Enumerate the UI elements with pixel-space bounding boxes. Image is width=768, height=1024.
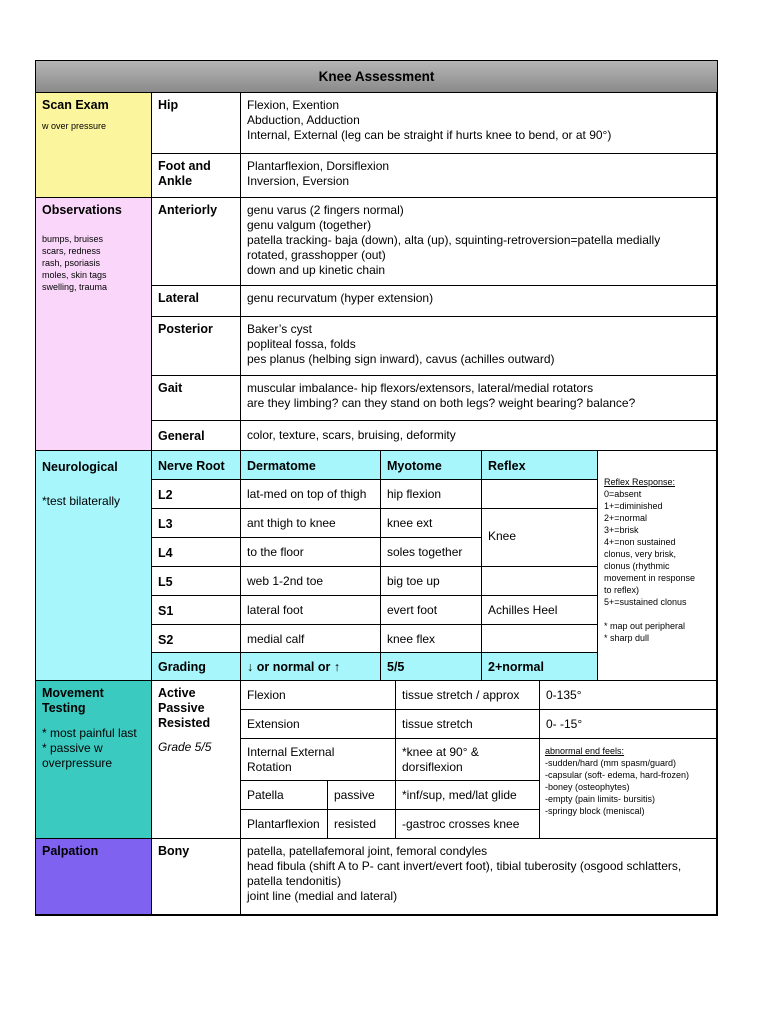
reflex-response-text: 0=absent 1+=diminished 2+=normal 3+=brisk 4+=non sustained clonus, very brisk, clonus (rhythmic movement in response to reflex) 5+=sustained clonus * map out peripheral * sharp dull: [604, 489, 696, 643]
end-feel-plantarflexion: -gastroc crosses knee: [396, 810, 540, 839]
reflex-l2: [482, 480, 598, 509]
foot-ankle-text: Plantarflexion, Dorsiflexion Inversion, Eversion: [241, 154, 717, 198]
nerve-root-l3: L3: [152, 509, 241, 538]
header-reflex: Reflex: [482, 451, 598, 480]
movement-testing-section: [36, 681, 152, 839]
general-text: color, texture, scars, bruising, deformity: [241, 421, 717, 451]
anteriorly-text: genu varus (2 fingers normal) genu valgum (together) patella tracking- baja (down), alta (up), squinting-retroversion=patella medially rotated, grasshopper (out) down and up kinetic chain: [241, 198, 717, 286]
end-feel-rotation: *knee at 90° & dorsiflexion: [396, 739, 540, 781]
hip-text: Flexion, Exention Abduction, Adduction Internal, External (leg can be straight if hurts knee to bend, or at 90°): [241, 93, 717, 154]
posterior-text: Baker’s cyst popliteal fossa, folds pes planus (helbing sign inward), cavus (achilles outward): [241, 317, 717, 376]
movement-testing-label: Movement Testing: [42, 686, 104, 715]
header-myotome: Myotome: [381, 451, 482, 480]
general-label: General: [152, 421, 241, 451]
neurological-label: Neurological: [42, 460, 118, 474]
bony-text: patella, patellafemoral joint, femoral condyles head fibula (shift A to P- cant invert/evert foot), tibial tuberosity (osgood schlatters, patella tendonitis) joint line (medial and lateral): [241, 839, 717, 915]
reflex-s2: [482, 625, 598, 653]
motion-patella: Patella: [241, 781, 328, 810]
dermatome-l3: ant thigh to knee: [241, 509, 381, 538]
grading-myotome: 5/5: [381, 653, 482, 681]
end-feels-text: -sudden/hard (mm spasm/guard) -capsular (soft- edema, hard-frozen) -boney (osteophytes) -empty (pain limits- bursitis) -springy block (meniscal): [545, 758, 690, 816]
dermatome-l2: lat-med on top of thigh: [241, 480, 381, 509]
movement-grade: Grade 5/5: [158, 740, 212, 754]
reflex-response-title: Reflex Response:: [604, 477, 676, 487]
end-feel-flexion: tissue stretch / approx: [396, 681, 540, 710]
end-feels-panel: [540, 739, 717, 839]
header-dermatome: Dermatome: [241, 451, 381, 480]
end-feel-extension: tissue stretch: [396, 710, 540, 739]
palpation-label: Palpation: [36, 839, 152, 915]
type-plantarflexion: resisted: [328, 810, 396, 839]
nerve-root-s1: S1: [152, 596, 241, 625]
gait-text: muscular imbalance- hip flexors/extensors, lateral/medial rotators are they limbing? can they stand on both legs? weight bearing? balance?: [241, 376, 717, 421]
neurological-note: *test bilaterally: [42, 494, 121, 508]
nerve-root-s2: S2: [152, 625, 241, 653]
knee-assessment-sheet: [35, 60, 718, 916]
motion-extension: Extension: [241, 710, 396, 739]
lateral-label: Lateral: [152, 286, 241, 317]
anteriorly-label: Anteriorly: [152, 198, 241, 286]
myotome-l4: soles together: [381, 538, 482, 567]
scan-exam-note: w over pressure: [42, 121, 107, 131]
dermatome-l4: to the floor: [241, 538, 381, 567]
scan-exam-section: [36, 93, 152, 198]
myotome-l3: knee ext: [381, 509, 482, 538]
grading-dermatome: ↓ or normal or ↑: [241, 653, 381, 681]
observations-note: bumps, bruises scars, redness rash, psoriasis moles, skin tags swelling, trauma: [42, 234, 108, 292]
range-flexion: 0-135°: [540, 681, 717, 710]
header-nerve-root: Nerve Root: [152, 451, 241, 480]
reflex-achilles: Achilles Heel: [482, 596, 598, 625]
dermatome-s1: lateral foot: [241, 596, 381, 625]
reflex-response-panel: [598, 451, 717, 681]
movement-type-label: Active Passive Resisted: [158, 686, 211, 730]
nerve-root-l2: L2: [152, 480, 241, 509]
end-feel-patella: *inf/sup, med/lat glide: [396, 781, 540, 810]
reflex-l5: [482, 567, 598, 596]
posterior-label: Posterior: [152, 317, 241, 376]
end-feels-title: abnormal end feels:: [545, 746, 625, 756]
hip-label: Hip: [152, 93, 241, 154]
motion-rotation: Internal External Rotation: [241, 739, 396, 781]
myotome-s2: knee flex: [381, 625, 482, 653]
lateral-text: genu recurvatum (hyper extension): [241, 286, 717, 317]
foot-ankle-label: Foot and Ankle: [152, 154, 241, 198]
nerve-root-l5: L5: [152, 567, 241, 596]
grading-reflex: 2+normal: [482, 653, 598, 681]
observations-section: [36, 198, 152, 451]
movement-testing-note: * most painful last * passive w overpressure: [42, 726, 137, 770]
sheet-title: Knee Assessment: [36, 61, 717, 93]
type-patella: passive: [328, 781, 396, 810]
neurological-section: [36, 451, 152, 681]
dermatome-l5: web 1-2nd toe: [241, 567, 381, 596]
myotome-s1: evert foot: [381, 596, 482, 625]
grading-label: Grading: [152, 653, 241, 681]
scan-exam-label: Scan Exam: [42, 98, 109, 112]
range-extension: 0- -15°: [540, 710, 717, 739]
bony-label: Bony: [152, 839, 241, 915]
nerve-root-l4: L4: [152, 538, 241, 567]
myotome-l2: hip flexion: [381, 480, 482, 509]
motion-plantarflexion: Plantarflexion: [241, 810, 328, 839]
dermatome-s2: medial calf: [241, 625, 381, 653]
movement-type-cell: [152, 681, 241, 839]
gait-label: Gait: [152, 376, 241, 421]
observations-label: Observations: [42, 203, 122, 217]
motion-flexion: Flexion: [241, 681, 396, 710]
myotome-l5: big toe up: [381, 567, 482, 596]
reflex-knee: Knee: [482, 509, 598, 567]
